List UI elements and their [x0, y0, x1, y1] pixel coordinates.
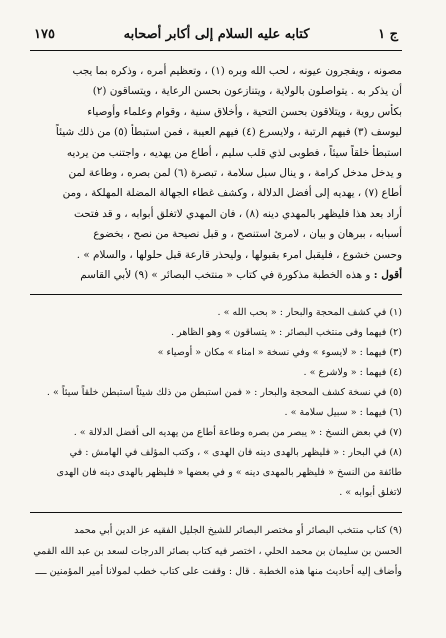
text-line: مصونه ، ويفجرون عيونه ، لحب الله وبره (١) ، وتعظيم أمره ، وذكره بما يجب: [72, 65, 402, 77]
main-text: [30, 61, 402, 285]
text-line: أطاع (٧) ، يهديه إلى أفضل الدلالة ، وكشف غطاء الجهالة المضلة المهلكة ، ومن: [62, 187, 402, 200]
footnote: (٣) فيهما : « لايسوء » وفي نسخة « امناء » مكان « أوصياء »: [157, 347, 402, 359]
footnote: (٤) فيهما : « ولاشرع » .: [303, 367, 402, 379]
qawl-text: و هذه الخطبة مذكورة في كتاب « منتخب البصائر » (٩) لأبي القاسم: [80, 269, 371, 282]
volume-label: ج ١: [378, 27, 398, 42]
running-title: كتابه عليه السلام إلى أكابر أصحابه: [123, 27, 310, 42]
source-divider: [30, 512, 402, 513]
source-note: [30, 521, 402, 583]
footnote: (١) في كشف المحجة والبحار : « بحب الله » .: [217, 307, 402, 319]
footnote: (٦) فيهما : « سبيل سلامة » .: [284, 407, 402, 419]
footnote: (٧) في بعض النسخ : « يبصر من بصره وطاعة أطاع من يهديه الى أفضل الدلالة » .: [73, 427, 402, 439]
text-line: ليوسف (٣) فيهم الرتبة ، ولايسرع (٤) فيهم العيبة ، فمن استبطأ (٥) من ذلك شيئاً: [55, 126, 402, 139]
text-line: وحسن خشوع ، فليقبل امرء بقبولها ، وليحذر قارعة قبل حلولها ، والسلام » .: [76, 248, 402, 261]
text-line: استبطأ خلقاً سيئاً ، فطوبى لذي قلب سليم ، أطاع من يهديه ، واجتنب من يرديه: [66, 146, 402, 159]
page-number: ١٧٥: [34, 27, 55, 42]
source-line: (٩) كتاب منتخب البصائر أو مختصر البصائر للشيخ الجليل الفقيه عز الدين أبي محمد: [74, 525, 402, 537]
text-line: بكأس روية ، ويتلاقون بحسن التحية ، وأخلاق سنية ، وقوام وعلماء وأوصياء: [87, 105, 402, 118]
footnote: طائفة من النسخ « فليظهر بالمهدى دينه » و في بعضها « فليظهر بالهدى دينه فان الهدى: [56, 467, 402, 479]
source-line: وأضاف إليه أحاديث منها هذه الخطبة . قال : وقفت على كتاب خطب لمولانا أمير المؤمنين ــــ: [35, 566, 402, 578]
text-line: و يدخل مدخل كرامة ، و ينال سبل سلامة ، تبصرة (٦) لمن بصره ، وطاعة لمن: [68, 167, 402, 180]
footnote-divider: [30, 294, 402, 295]
footnote: (٥) في نسخة كشف المحجة والبحار : « فمن استبطن من ذلك شيئاً استبطن خلقاً سيئاً » .: [46, 387, 402, 399]
text-line-qawl: [30, 265, 402, 285]
text-line: أراد بعد هذا فليظهر بالمهدي دينه (٨) ، فان المهدي لاتغلق أبوابه ، و قد فتحت: [73, 207, 402, 220]
qawl-label: أقول :: [373, 269, 402, 282]
page-header: [30, 20, 402, 51]
text-line: أن يذكر به . يتواصلون بالولاية ، ويتنازعون بحسن الرعاية ، ويتساقون (٢): [92, 85, 402, 98]
footnote: لاتغلق أبوابه » .: [339, 487, 402, 499]
text-line: أسبابه ، ببرهان و بيان ، لامرئ استنصح ، و قبل نصيحة من نصح ، بخضوع: [93, 228, 402, 241]
footnotes: [30, 303, 402, 503]
footnote: (٨) في البحار : « فليظهر بالهدى دينه فان الهدى » ، وكتب المؤلف في الهامش : في: [69, 447, 402, 459]
source-line: الحسن بن سليمان بن محمد الحلي ، اختصر فيه كتاب بصائر الدرجات لسعد بن عبد الله القمي: [33, 545, 402, 557]
footnote: (٢) فيهما وفى منتخب البصائر : « يتساقون » وهو الظاهر .: [170, 327, 402, 339]
